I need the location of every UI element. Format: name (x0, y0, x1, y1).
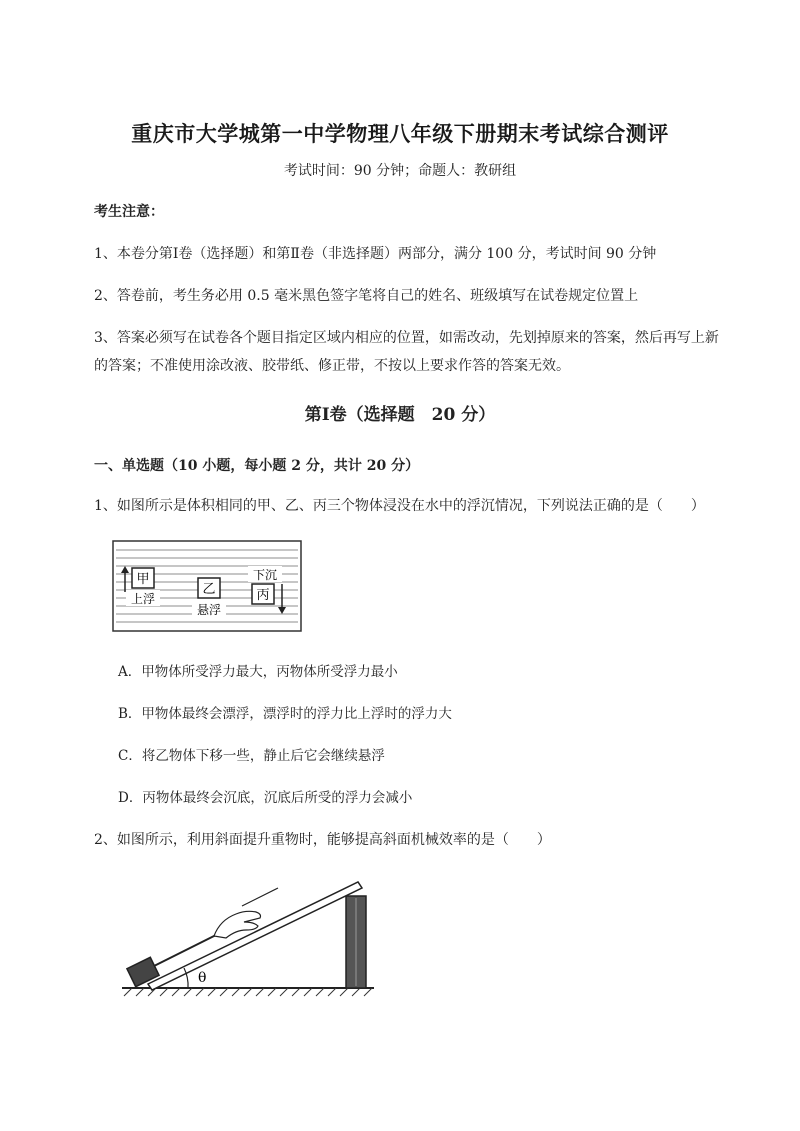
q1-option-a: A．甲物体所受浮力最大，丙物体所受浮力最小 (118, 664, 398, 680)
notice-item-3-cont: 的答案；不准使用涂改液、胶带纸、修正带，不按以上要求作答的答案无效。 (94, 358, 570, 374)
q1-option-c: C．将乙物体下移一些，静止后它会继续悬浮 (118, 748, 385, 764)
angle-label: θ (198, 970, 207, 986)
label-down: 下沉 (252, 568, 278, 582)
notice-item-1: 1、本卷分第Ⅰ卷（选择题）和第Ⅱ卷（非选择题）两部分，满分 100 分，考试时间 90 分钟 (94, 246, 657, 262)
buoyancy-figure (112, 540, 302, 632)
q1-option-b: B．甲物体最终会漂浮，漂浮时的浮力比上浮时的浮力大 (118, 706, 452, 722)
q1-option-d: D．丙物体最终会沉底，沉底后所受的浮力会减小 (118, 790, 413, 806)
part-heading: 一、单选题（10 小题，每小题 2 分，共计 20 分） (94, 458, 420, 474)
exam-info: 考试时间：90 分钟；命题人：教研组 (283, 163, 517, 179)
page-title: 重庆市大学城第一中学物理八年级下册期末考试综合测评 (131, 121, 669, 146)
label-suspend: 悬浮 (196, 603, 222, 617)
incline-figure (118, 866, 378, 1006)
notice-item-2: 2、答卷前，考生务必用 0.5 毫米黑色签字笔将自己的姓名、班级填写在试卷规定位置上 (94, 288, 639, 304)
label-bing: 丙 (256, 588, 270, 603)
notice-heading: 考生注意： (94, 204, 164, 220)
label-up: 上浮 (130, 592, 156, 606)
q2-stem: 2、如图所示，利用斜面提升重物时，能够提高斜面机械效率的是（ ） (94, 832, 551, 848)
notice-item-3: 3、答案必须写在试卷各个题目指定区域内相应的位置，如需改动，先划掉原来的答案，然后再写上新 (94, 330, 719, 346)
q1-stem: 1、如图所示是体积相同的甲、乙、丙三个物体浸没在水中的浮沉情况，下列说法正确的是（ ） (94, 498, 705, 514)
label-jia: 甲 (136, 572, 150, 587)
section-title: 第Ⅰ卷（选择题 20 分） (304, 405, 496, 425)
incline-board (148, 882, 362, 990)
label-yi: 乙 (202, 582, 216, 597)
